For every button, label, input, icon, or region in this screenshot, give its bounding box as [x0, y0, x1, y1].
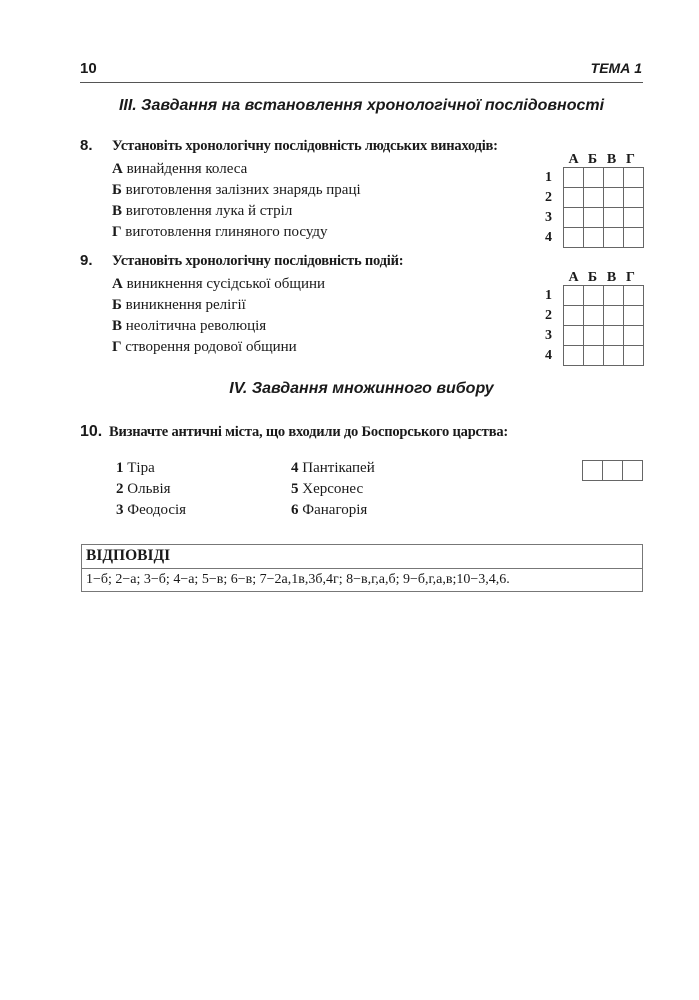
grid-cell[interactable] — [583, 325, 604, 346]
grid-cell[interactable] — [563, 187, 584, 208]
option-b: Б виникнення релігії — [112, 297, 246, 313]
grid-cell[interactable] — [603, 167, 624, 188]
grid-cell[interactable] — [583, 227, 604, 248]
question-10-options-col2 — [291, 458, 375, 520]
question-10-text: Визначте античні міста, що входили до Боспорського царства: — [109, 424, 509, 440]
grid-cell[interactable] — [603, 207, 624, 228]
grid-cell[interactable] — [603, 345, 624, 366]
grid-cell[interactable] — [603, 187, 624, 208]
grid-cell[interactable] — [563, 227, 584, 248]
grid-cell[interactable] — [563, 167, 584, 188]
grid-cell[interactable] — [583, 187, 604, 208]
answer-cell[interactable] — [582, 460, 603, 481]
grid-column-headers: А Б В Г — [568, 152, 635, 167]
grid-cell[interactable] — [603, 285, 624, 306]
question-10-number: 10. — [80, 423, 103, 440]
section-title-multiple-choice: IV. Завдання множинного вибору — [229, 380, 494, 397]
option-b: Б виготовлення залізних знарядь праці — [112, 182, 361, 198]
option-5: 5 Херсонес — [291, 481, 364, 497]
grid-row: 4 — [545, 228, 644, 248]
grid-cell[interactable] — [563, 345, 584, 366]
question-9-options — [112, 274, 325, 357]
grid-cell[interactable] — [623, 325, 644, 346]
option-4: 4 Пантікапей — [291, 460, 375, 476]
answers-box — [81, 544, 643, 592]
answer-cell[interactable] — [622, 460, 643, 481]
grid-cell[interactable] — [583, 285, 604, 306]
question-10-options-col1 — [116, 458, 186, 520]
option-1: 1 Тіра — [116, 460, 155, 476]
question-10-answer-cells — [583, 460, 643, 481]
question-9-answer-grid — [545, 268, 644, 366]
question-8-options — [112, 159, 361, 242]
grid-cell[interactable] — [583, 167, 604, 188]
grid-row: 3 — [545, 326, 644, 346]
grid-cell[interactable] — [563, 285, 584, 306]
grid-cell[interactable] — [623, 305, 644, 326]
question-9-text: Установіть хронологічну послідовність подій: — [112, 253, 404, 269]
question-8-answer-grid — [545, 150, 644, 248]
option-a: А виникнення сусідської общини — [112, 276, 326, 292]
option-2: 2 Ольвія — [116, 481, 171, 497]
grid-row: 4 — [545, 346, 644, 366]
topic-label: ТЕМА 1 — [590, 60, 642, 76]
grid-row: 2 — [545, 306, 644, 326]
option-g: Г створення родової общини — [112, 339, 297, 355]
grid-row: 1 — [545, 168, 644, 188]
option-v: В неолітична революція — [112, 318, 267, 334]
grid-cell[interactable] — [583, 207, 604, 228]
answers-title: ВІДПОВІДІ — [82, 545, 642, 569]
page-number: 10 — [80, 60, 97, 77]
option-g: Г виготовлення глиняного посуду — [112, 224, 328, 240]
question-8-number: 8. — [80, 137, 93, 154]
header-divider — [80, 82, 643, 83]
option-a: А винайдення колеса — [112, 161, 248, 177]
grid-cell[interactable] — [623, 167, 644, 188]
grid-column-headers: А Б В Г — [568, 270, 635, 285]
grid-cell[interactable] — [603, 305, 624, 326]
grid-row: 2 — [545, 188, 644, 208]
grid-cell[interactable] — [583, 345, 604, 366]
answer-cell[interactable] — [602, 460, 623, 481]
grid-cell[interactable] — [623, 345, 644, 366]
option-v: В виготовлення лука й стріл — [112, 203, 293, 219]
grid-cell[interactable] — [563, 325, 584, 346]
grid-cell[interactable] — [563, 207, 584, 228]
question-9-number: 9. — [80, 252, 93, 269]
grid-row: 1 — [545, 286, 644, 306]
grid-cell[interactable] — [623, 285, 644, 306]
question-8-text: Установіть хронологічну послідовність людських винаходів: — [112, 138, 498, 154]
section-title-chronology: III. Завдання на встановлення хронологічної послідовності — [118, 97, 605, 114]
answers-text: 1−б; 2−а; 3−б; 4−а; 5−в; 6−в; 7−2а,1в,3б,4г; 8−в,г,а,б; 9−б,г,а,в;10−3,4,6. — [86, 572, 510, 587]
grid-cell[interactable] — [623, 207, 644, 228]
grid-cell[interactable] — [623, 227, 644, 248]
grid-cell[interactable] — [603, 325, 624, 346]
grid-cell[interactable] — [583, 305, 604, 326]
option-3: 3 Феодосія — [116, 502, 187, 518]
grid-cell[interactable] — [603, 227, 624, 248]
grid-row: 3 — [545, 208, 644, 228]
grid-cell[interactable] — [563, 305, 584, 326]
option-6: 6 Фанагорія — [291, 502, 368, 518]
grid-cell[interactable] — [623, 187, 644, 208]
